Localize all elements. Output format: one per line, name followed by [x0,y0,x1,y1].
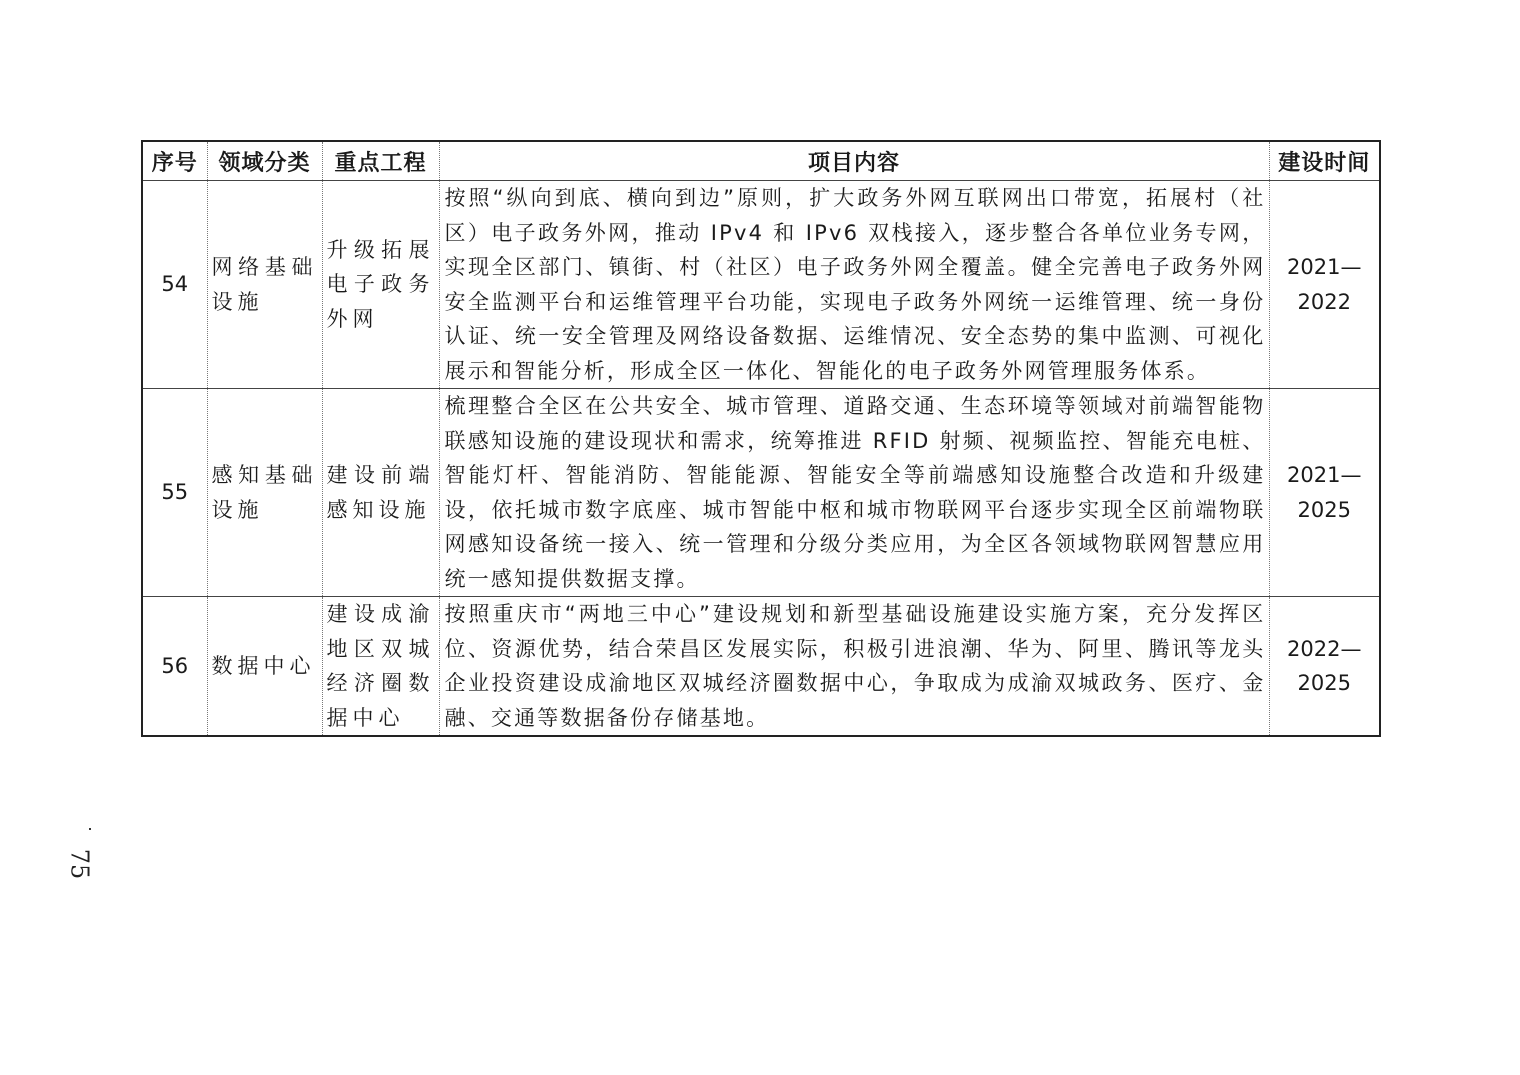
header-build-time: 建设时间 [1269,141,1380,181]
page-marker-dot [89,828,91,830]
row-category: 网络基础设施 [207,181,322,389]
row-category: 感知基础设施 [207,389,322,597]
row-content: 按照重庆市“两地三中心”建设规划和新型基础设施建设实施方案，充分发挥区位、资源优势，结合荣昌区发展实际，积极引进浪潮、华为、阿里、腾讯等龙头企业投资建设成渝地区双城经济圈数据中心，争取成为成渝双城政务、医疗、金融、交通等数据备份存储基地。 [439,597,1269,737]
row-time: 2021—2025 [1269,389,1380,597]
row-time: 2022—2025 [1287,636,1362,695]
header-category: 领域分类 [207,141,322,181]
table-row [142,181,1380,389]
table-row [142,389,1380,597]
table-row [142,597,1380,737]
row-serial: 56 [142,597,207,737]
row-serial: 55 [142,389,207,597]
header-content: 项目内容 [439,141,1269,181]
row-category: 数据中心 [207,597,322,737]
row-serial: 54 [142,181,207,389]
row-project: 建设前端感知设施 [322,389,439,597]
row-time: 2021—2022 [1269,181,1380,389]
page-number: 75 [65,848,94,880]
row-project: 升级拓展电子政务外网 [322,181,439,389]
project-table [141,140,1381,737]
table-header-row [142,141,1380,181]
header-key-project: 重点工程 [322,141,439,181]
row-content: 梳理整合全区在公共安全、城市管理、道路交通、生态环境等领域对前端智能物联感知设施的建设现状和需求，统筹推进 RFID 射频、视频监控、智能充电桩、智能灯杆、智能消防、智能能源、智能安全等前端感知设施整合改造和升级建设，依托城市数字底座、城市智能中枢和城市物联网平台逐步实现全区前端物联网感知设备统一接入、统一管理和分级分类应用，为全区各领域物联网智慧应用统一感知提供数据支撑。 [439,389,1269,597]
row-project: 建设成渝地区双城经济圈数据中心 [322,597,439,737]
row-content: 按照“纵向到底、横向到边”原则，扩大政务外网互联网出口带宽，拓展村（社区）电子政务外网，推动 IPv4 和 IPv6 双栈接入，逐步整合各单位业务专网，实现全区部门、镇街、村（社区）电子政务外网全覆盖。健全完善电子政务外网安全监测平台和运维管理平台功能，实现电子政务外网统一运维管理、统一身份认证、统一安全管理及网络设备数据、运维情况、安全态势的集中监测、可视化展示和智能分析，形成全区一体化、智能化的电子政务外网管理服务体系。 [439,181,1269,389]
header-serial: 序号 [142,141,207,181]
